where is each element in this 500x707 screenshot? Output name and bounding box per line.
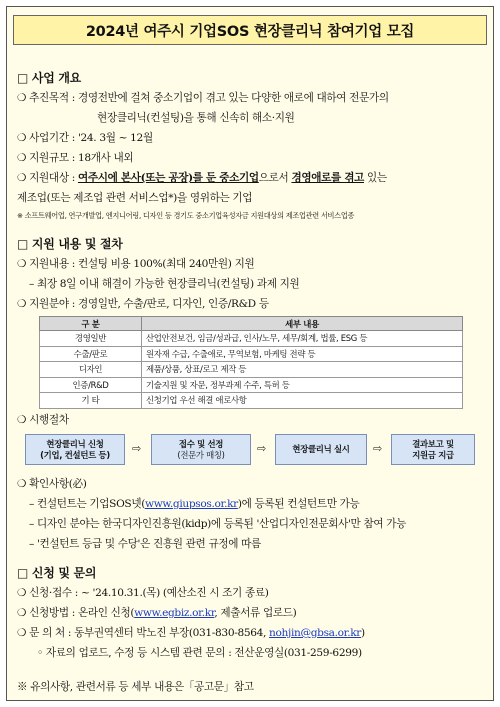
table-cell-detail: 제품/상품, 상표/로고 제작 등 [142, 362, 463, 378]
period-line: ❍ 사업기간 : '24. 3월 ~ 12월 [17, 132, 153, 144]
scale-line: ❍ 지원규모 : 18개사 내외 [17, 152, 134, 164]
giupsos-link[interactable]: www.giupsos.or.kr [144, 498, 238, 510]
support-fields-line: ❍ 지원분야 : 경영일반, 수출/판로, 디자인, 인증/R&D 등 [17, 298, 269, 310]
procedure-step-clinic [275, 434, 367, 465]
step-title: 현장클리닉 신청 [46, 438, 104, 449]
check-heading: ❍ 확인사항(必) [17, 478, 87, 490]
check-line-1 [29, 496, 359, 511]
table-header-category: 구 분 [40, 317, 142, 331]
footer-note: ※ 유의사항, 관련서류 등 세부 내용은「공고문」참고 [17, 681, 254, 693]
table-row [40, 346, 463, 362]
check-1-prefix: – 컨설턴트는 기업SOS넷( [29, 498, 145, 510]
table-header-detail: 세부 내용 [142, 317, 463, 331]
step-subtitle: (기업, 컨설턴트 등) [40, 449, 110, 460]
contact-line [17, 625, 365, 640]
section-heading-overview: □ 사업 개요 [17, 71, 81, 85]
arrow-right-icon: ⇨ [373, 442, 383, 455]
table-cell-category: 인증/R&D [40, 377, 142, 393]
target-highlight-2: 경영애로를 겪고 [291, 172, 364, 184]
target-line-1 [17, 170, 387, 185]
contact-email-link[interactable]: nohjin@gbsa.or.kr [269, 627, 362, 639]
table-cell-detail: 산업안전보건, 임금/성과급, 인사/노무, 세무/회계, 법률, ESG 등 [142, 331, 463, 347]
support-content-sub: – 최장 8일 이내 해결이 가능한 현장클리닉(컨설팅) 과제 지원 [29, 278, 300, 290]
check-line-3: – '컨설턴트 등급 및 수당'은 진흥원 관련 규정에 따름 [29, 538, 261, 550]
notice-page [6, 6, 494, 701]
procedure-step-report [391, 434, 475, 465]
step-subtitle: 지원금 지급 [412, 449, 454, 460]
procedure-step-apply [25, 434, 125, 465]
step-title: 현장클리닉 실시 [292, 444, 350, 454]
table-row [40, 331, 463, 347]
arrow-right-icon: ⇨ [257, 442, 267, 455]
step-title: 접수 및 선정 [178, 438, 224, 449]
table-cell-category: 기 타 [40, 393, 142, 409]
table-cell-category: 디자인 [40, 362, 142, 378]
target-highlight-1: 여주시에 본사(또는 공장)를 둔 중소기업 [77, 172, 259, 184]
table-cell-detail: 신청기업 우선 해결 애로사항 [142, 393, 463, 409]
table-row [40, 362, 463, 378]
page-title: 2024년 여주시 기업SOS 현장클리닉 참여기업 모집 [13, 15, 487, 45]
egbiz-link[interactable]: www.egbiz.or.kr [134, 607, 215, 619]
step-title: 결과보고 및 [412, 438, 454, 449]
purpose-line-1: ❍ 추진목적 : 경영전반에 걸쳐 중소기업이 겪고 있는 다양한 애로에 대하여 전문가의 [17, 92, 389, 104]
table-row [40, 393, 463, 409]
table-header-row [40, 317, 463, 331]
section-heading-apply: □ 신청 및 문의 [17, 566, 97, 580]
target-line-2: 제조업(또는 제조업 관련 서비스업*)을 영위하는 기업 [17, 192, 253, 204]
arrow-right-icon: ⇨ [132, 442, 142, 455]
contact-sub-line: ◦ 자료의 업로드, 수정 등 시스템 관련 문의 : 전산운영실(031-259-6299) [37, 647, 362, 659]
target-label: ❍ 지원대상 : [17, 172, 78, 184]
method-prefix: ❍ 신청방법 : 온라인 신청( [17, 607, 135, 619]
section-heading-support: □ 지원 내용 및 절차 [17, 237, 123, 251]
contact-prefix: ❍ 문 의 처 : 동부권역센터 박노진 부장(031-830-8564, [17, 627, 270, 639]
table-cell-category: 수출/판로 [40, 346, 142, 362]
procedure-step-select [151, 434, 251, 465]
method-line [17, 605, 296, 620]
purpose-line-2: 현장클리닉(컨설팅)을 통해 신속히 해소·지원 [97, 112, 295, 124]
target-note: ※ 소프트웨어업, 연구개발업, 엔지니어링, 디자인 등 경기도 중소기업육성자금 지원대상의 제조업관련 서비스업종 [17, 211, 355, 220]
deadline-line: ❍ 신청·접수 : ~ '24.10.31.(목) (예산소진 시 조기 종료) [17, 587, 269, 599]
target-mid: 으로서 [258, 172, 292, 184]
method-suffix: , 제출서류 업로드) [214, 607, 297, 619]
table-cell-detail: 원자재 수급, 수출애로, 무역보험, 마케팅 전략 등 [142, 346, 463, 362]
check-1-suffix: )에 등록된 컨설턴트만 가능 [237, 498, 360, 510]
support-fields-table [39, 316, 463, 409]
table-row [40, 377, 463, 393]
support-content-line: ❍ 지원내용 : 컨설팅 비용 100%(최대 240만원) 지원 [17, 258, 255, 270]
check-line-2: – 디자인 분야는 한국디자인진흥원(kidp)에 등록된 '산업디자인전문회사'만 참여 가능 [29, 518, 407, 530]
table-cell-category: 경영일반 [40, 331, 142, 347]
target-suffix: 있는 [363, 172, 387, 184]
table-cell-detail: 기술지원 및 자문, 정부과제 수주, 특허 등 [142, 377, 463, 393]
step-subtitle: (전문가 매칭) [177, 449, 225, 460]
procedure-heading: ❍ 시행절차 [17, 414, 69, 426]
contact-suffix: ) [361, 627, 365, 639]
